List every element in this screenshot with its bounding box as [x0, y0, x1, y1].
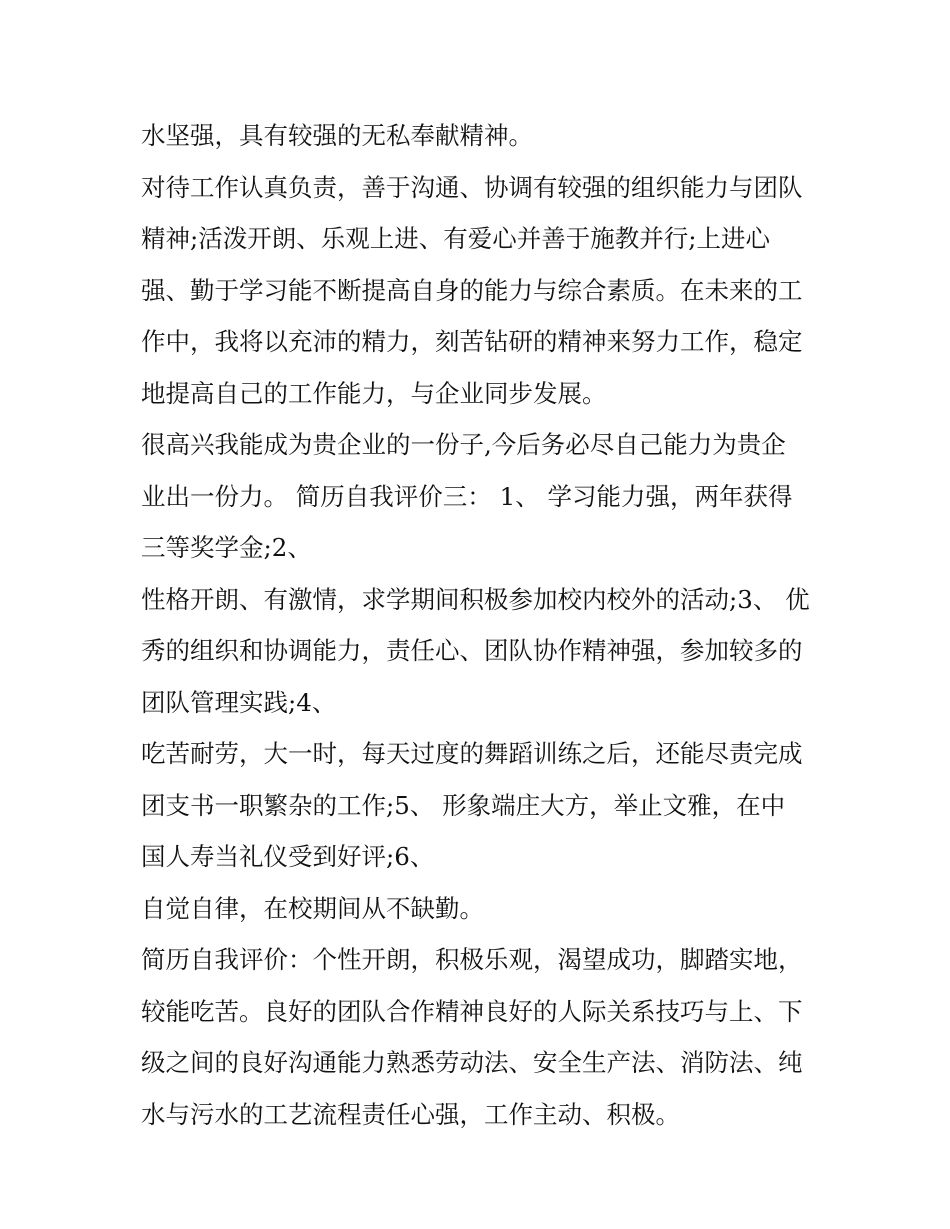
- body-text: [141, 110, 821, 1140]
- text-line: 性格开朗、有激情，求学期间积极参加校内校外的活动;3、 优: [141, 584, 810, 614]
- text-line: 强、勤于学习能不断提高自身的能力与综合素质。在未来的工: [141, 275, 803, 305]
- text-line: 秀的组织和协调能力，责任心、团队协作精神强，参加较多的: [141, 636, 803, 665]
- text-line: 水坚强，具有较强的无私奉献精神。: [141, 121, 533, 150]
- text-line: 业出一份力。 简历自我评价三： 1、 学习能力强，两年获得: [141, 481, 793, 511]
- text-line: 较能吃苦。良好的团队合作精神良好的人际关系技巧与上、下: [141, 996, 803, 1026]
- text-line: 自觉自律，在校期间从不缺勤。: [141, 893, 484, 923]
- text-line: 级之间的良好沟通能力熟悉劳动法、安全生产法、消防法、纯: [141, 1048, 803, 1077]
- text-line: 对待工作认真负责，善于沟通、协调有较强的组织能力与团队: [141, 172, 803, 202]
- text-line: 团队管理实践;4、: [141, 687, 337, 717]
- text-line: 三等奖学金;2、: [141, 533, 312, 562]
- text-line: 很高兴我能成为贵企业的一份子,今后务必尽自己能力为贵企: [141, 430, 786, 459]
- text-line: 精神;活泼开朗、乐观上进、有爱心并善于施教并行;上进心: [141, 224, 771, 253]
- text-line: 作中，我将以充沛的精力，刻苦钻研的精神来努力工作，稳定: [141, 327, 803, 356]
- text-line: 吃苦耐劳，大一时，每天过度的舞蹈训练之后，还能尽责完成: [141, 739, 803, 768]
- text-line: 水与污水的工艺流程责任心强，工作主动、积极。: [141, 1099, 680, 1129]
- text-line: 简历自我评价：个性开朗，积极乐观，渴望成功，脚踏实地，: [141, 945, 803, 974]
- text-line: 国人寿当礼仪受到好评;6、: [141, 842, 435, 871]
- text-line: 团支书一职繁杂的工作;5、 形象端庄大方，举止文雅，在中: [141, 790, 786, 820]
- text-line: 地提高自己的工作能力，与企业同步发展。: [141, 378, 607, 408]
